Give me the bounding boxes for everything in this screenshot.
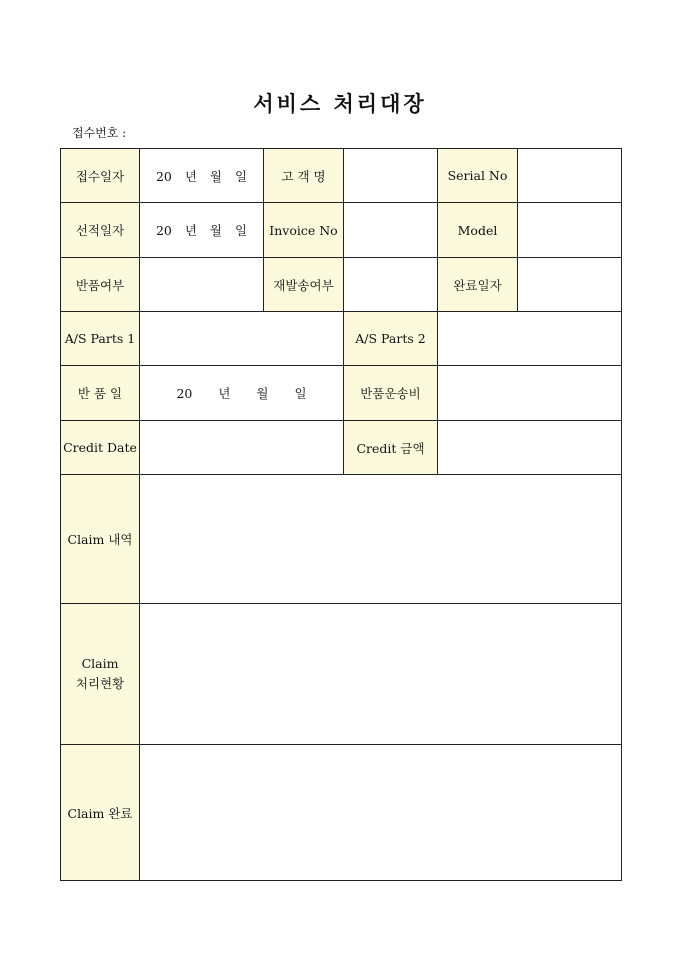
invoice-no-field[interactable] xyxy=(344,203,438,258)
document-title: 서비스 처리대장 xyxy=(253,91,427,116)
claim-complete-field[interactable] xyxy=(140,745,622,881)
serial-no-field[interactable] xyxy=(518,149,622,203)
claim-status-label-line1: Claim xyxy=(81,656,119,671)
receipt-date-value: 20 년 월 일 xyxy=(155,168,248,184)
receipt-date-label: 접수일자 xyxy=(61,149,140,203)
as-parts-1-field[interactable] xyxy=(140,312,344,366)
claim-complete-label: Claim 완료 xyxy=(61,745,140,881)
as-parts-2-label: A/S Parts 2 xyxy=(344,312,438,366)
customer-name-label: 고 객 명 xyxy=(264,149,344,203)
model-field[interactable] xyxy=(518,203,622,258)
claim-status-label xyxy=(61,604,140,745)
return-shipping-cost-label: 반품운송비 xyxy=(344,366,438,421)
credit-amount-field[interactable] xyxy=(438,421,622,475)
return-date-label: 반 품 일 xyxy=(61,366,140,421)
complete-date-label: 완료일자 xyxy=(438,258,518,312)
claim-status-field[interactable] xyxy=(140,604,622,745)
ship-date-label: 선적일자 xyxy=(61,203,140,258)
customer-name-field[interactable] xyxy=(344,149,438,203)
as-parts-1-label: A/S Parts 1 xyxy=(61,312,140,366)
return-date-field[interactable] xyxy=(140,366,344,421)
service-record-table xyxy=(60,148,622,881)
as-parts-2-field[interactable] xyxy=(438,312,622,366)
credit-date-label: Credit Date xyxy=(61,421,140,475)
model-label: Model xyxy=(438,203,518,258)
claim-detail-field[interactable] xyxy=(140,475,622,604)
receipt-date-field[interactable] xyxy=(140,149,264,203)
return-date-value: 20 년 월 일 xyxy=(176,386,307,401)
ship-date-value: 20 년 월 일 xyxy=(155,223,248,238)
claim-status-label-line2: 처리현황 xyxy=(75,676,125,691)
return-shipping-cost-field[interactable] xyxy=(438,366,622,421)
reship-status-field[interactable] xyxy=(344,258,438,312)
reship-status-label: 재발송여부 xyxy=(264,258,344,312)
return-status-field[interactable] xyxy=(140,258,264,312)
return-status-label: 반품여부 xyxy=(61,258,140,312)
claim-detail-label: Claim 내역 xyxy=(61,475,140,604)
credit-date-field[interactable] xyxy=(140,421,344,475)
serial-no-label: Serial No xyxy=(438,149,518,203)
complete-date-field[interactable] xyxy=(518,258,622,312)
receipt-number-label: 접수번호 : xyxy=(72,126,127,140)
ship-date-field[interactable] xyxy=(140,203,264,258)
credit-amount-label: Credit 금액 xyxy=(344,421,438,475)
invoice-no-label: Invoice No xyxy=(264,203,344,258)
